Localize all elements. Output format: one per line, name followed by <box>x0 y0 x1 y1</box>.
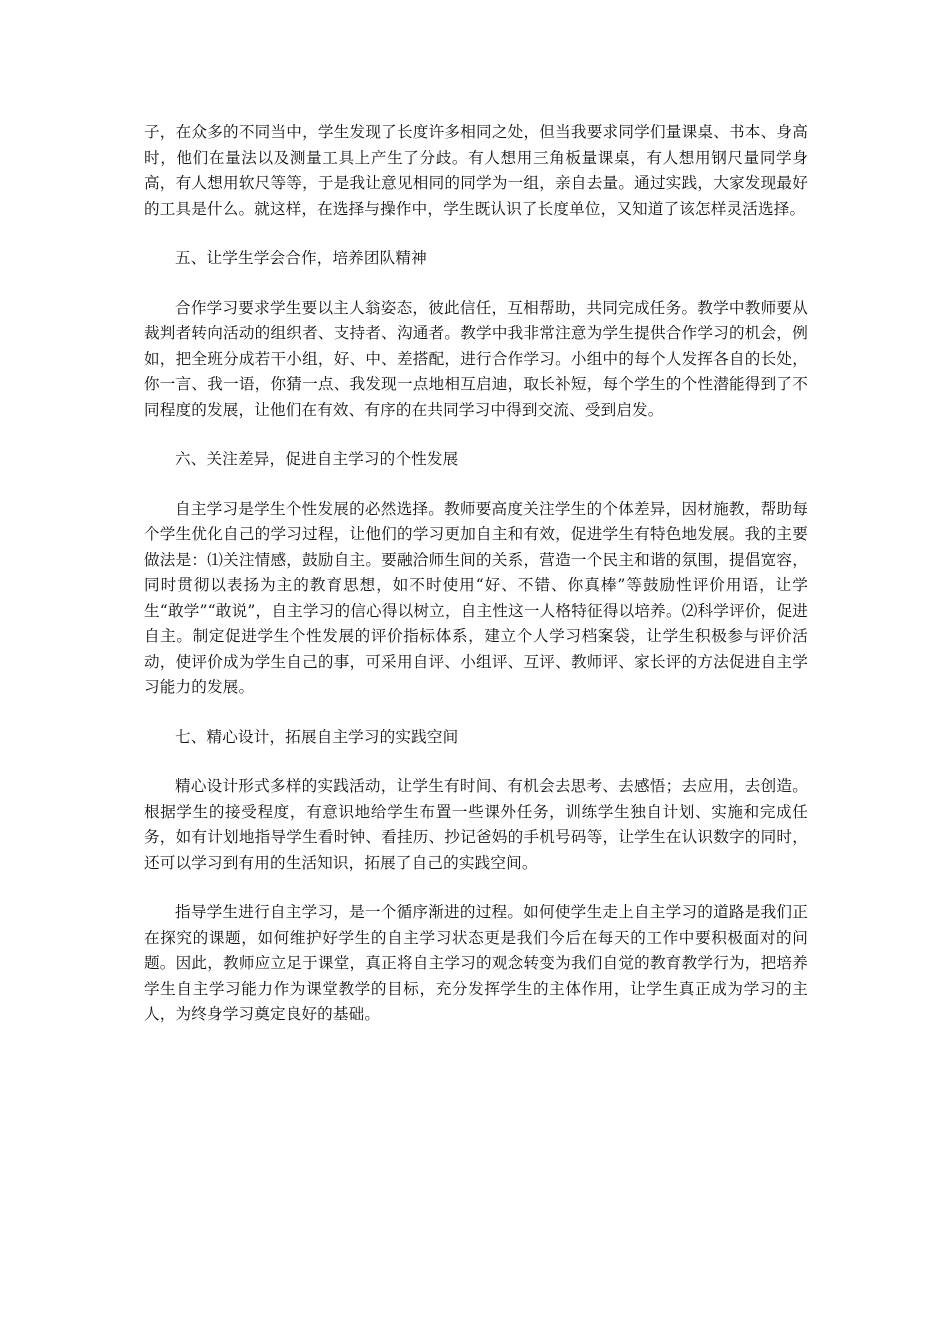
paragraph-practice-activities: 精心设计形式多样的实践活动，让学生有时间、有机会去思考、去感悟；去应用，去创造。根据学生的接受程度，有意识地给学生布置一些课外任务，训练学生独自计划、实施和完成任务，如有计划地指导学生看时钟、看挂历、抄记爸妈的手机号码等，让学生在认识数字的同时，还可以学习到有用的生活知识，拓展了自己的实践空间。 <box>144 777 808 872</box>
paragraph-conclusion: 指导学生进行自主学习，是一个循序渐进的过程。如何使学生走上自主学习的道路是我们正在探究的课题，如何维护好学生的自主学习状态更是我们今后在每天的工作中要积极面对的问题。因此，教师应立足于课堂，真正将自主学习的观念转变为我们自觉的教育教学行为，把培养学生自主学习能力作为课堂教学的目标，充分发挥学生的主体作用，让学生真正成为学习的主人，为终身学习奠定良好的基础。 <box>144 903 808 1023</box>
document-page <box>144 120 808 1052</box>
section-heading-5: 五、让学生学会合作，培养团队精神 <box>175 249 427 267</box>
section-heading-6: 六、关注差异，促进自主学习的个性发展 <box>175 450 459 468</box>
paragraph-cooperation: 合作学习要求学生要以主人翁姿态，彼此信任，互相帮助，共同完成任务。教学中教师要从裁判者转向活动的组织者、支持者、沟通者。教学中我非常注意为学生提供合作学习的机会，例如，把全班分成若干小组，好、中、差搭配，进行合作学习。小组中的每个人发挥各自的长处，你一言、我一语，你猜一点、我发现一点地相互启迪，取长补短，每个学生的个性潜能得到了不同程度的发展，让他们在有效、有序的在共同学习中得到交流、受到启发。 <box>144 298 808 419</box>
section-heading-7: 七、精心设计，拓展自主学习的实践空间 <box>175 727 459 746</box>
paragraph-continuation: 子，在众多的不同当中，学生发现了长度许多相同之处，但当我要求同学们量课桌、书本、身高时，他们在量法以及测量工具上产生了分歧。有人想用三角板量课桌，有人想用钢尺量同学身高，有人想用软尺等等，于是我让意见相同的同学为一组，亲自去量。通过实践，大家发现最好的工具是什么。就这样，在选择与操作中，学生既认识了长度单位，又知道了该怎样灵活选择。 <box>144 123 808 218</box>
paragraph-individual-differences: 自主学习是学生个性发展的必然选择。教师要高度关注学生的个体差异，因材施教，帮助每个学生优化自己的学习过程，让他们的学习更加自主和有效，促进学生有特色地发展。我的主要做法是：⑴关注情感，鼓励自主。要融洽师生间的关系，营造一个民主和谐的氛围，提倡宽容，同时贯彻以表扬为主的教育思想，如不时使用“好、不错、你真棒”等鼓励性评价用语，让学生“敢学”“敢说”，自主学习的信心得以树立，自主性这一人格特征得以培养。⑵科学评价，促进自主。制定促进学生个性发展的评价指标体系，建立个人学习档案袋，让学生积极参与评价活动，使评价成为学生自己的事，可采用自评、小组评、互评、教师评、家长评的方法促进自主学习能力的发展。 <box>144 499 808 696</box>
